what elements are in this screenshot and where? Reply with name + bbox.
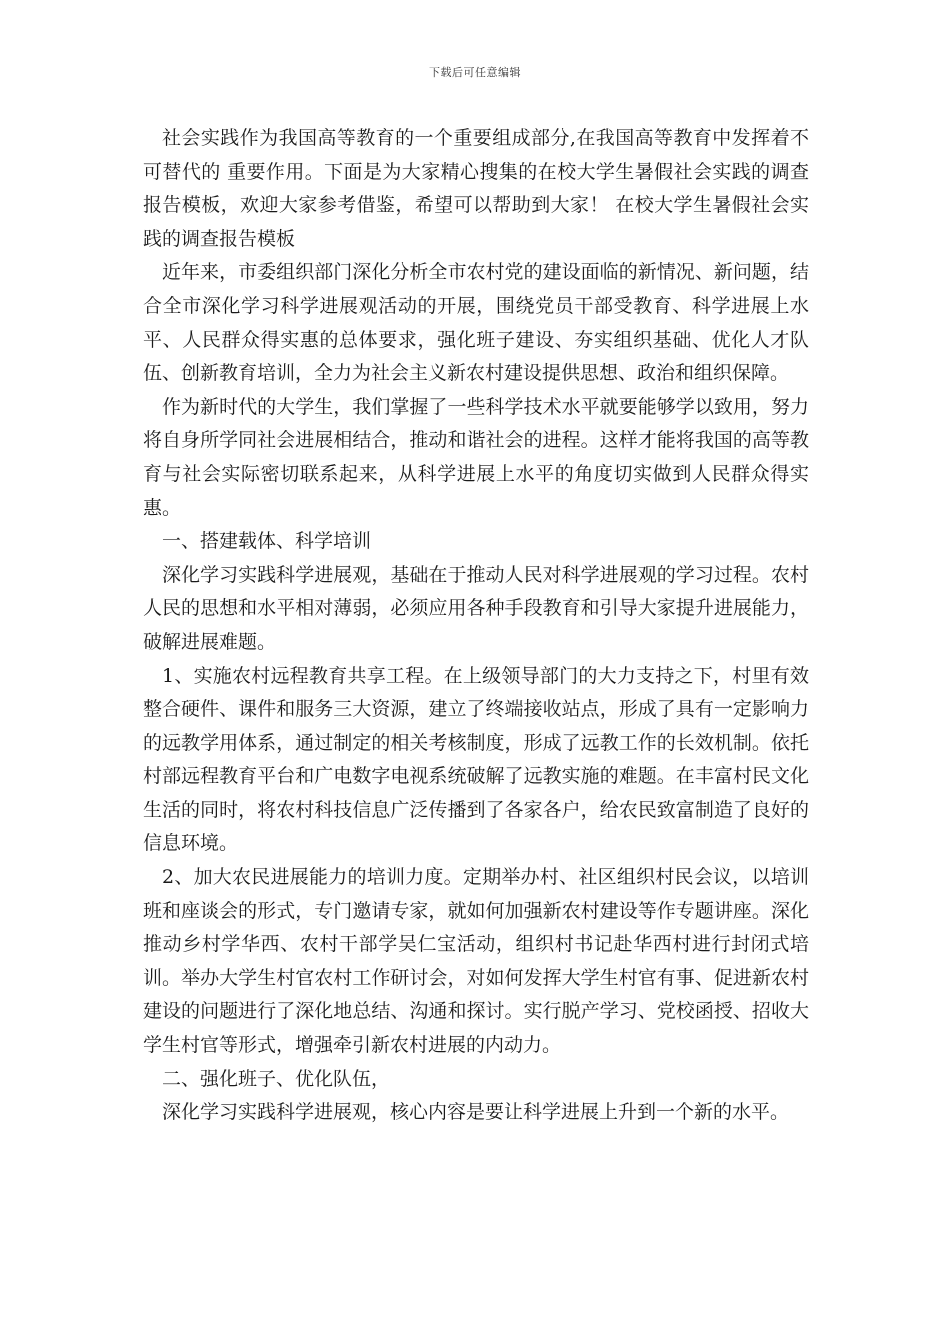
page-header: 下载后可任意编辑 [429, 66, 521, 79]
paragraph-intro: 社会实践作为我国高等教育的一个重要组成部分,在我国高等教育中发挥着不可替代的 重要作用。下面是为大家精心搜集的在校大学生暑假社会实践的调查报告模板，欢迎大家参考借鉴，希望可以帮助到大家！ 在校大学生暑假社会实践的调查报告模板 [143, 127, 809, 250]
paragraph-section-2: 深化学习实践科学进展观，核心内容是要让科学进展上升到一个新的水平。 [162, 1101, 790, 1124]
paragraph-background: 近年来，市委组织部门深化分析全市农村党的建设面临的新情况、新问题，结合全市深化学习科学进展观活动的开展，围绕党员干部受教育、科学进展上水平、人民群众得实惠的总体要求，强化班子建设、夯实组织基础、优化人才队伍、创新教育培训，全力为社会主义新农村建设提供思想、政治和组织保障。 [143, 261, 809, 385]
paragraph-item-1: 1、实施农村远程教育共享工程。在上级领导部门的大力支持之下，村里有效整合硬件、课件和服务三大资源，建立了终端接收站点，形成了具有一定影响力的远教学用体系，通过制定的相关考核制度，形成了远教工作的长效机制。依托村部远程教育平台和广电数字电视系统破解了远教实施的难题。在丰富村民文化生活的同时，将农村科技信息广泛传播到了各家各户，给农民致富制造了良好的信息环境。 [143, 664, 809, 855]
paragraph-student-role: 作为新时代的大学生，我们掌握了一些科学技术水平就要能够学以致用，努力将自身所学同社会进展相结合，推动和谐社会的进程。这样才能将我国的高等教育与社会实际密切联系起来，从科学进展上水平的角度切实做到人民群众得实惠。 [143, 395, 809, 519]
paragraph-section-1: 深化学习实践科学进展观，基础在于推动人民对科学进展观的学习过程。农村人民的思想和水平相对薄弱，必须应用各种手段教育和引导大家提升进展能力，破解进展难题。 [143, 563, 809, 653]
section-heading-2: 二、强化班子、优化队伍， [162, 1067, 391, 1090]
section-heading-1: 一、搭建载体、科学培训 [162, 530, 372, 553]
paragraph-item-2: 2、加大农民进展能力的培训力度。定期举办村、社区组织村民会议，以培训班和座谈会的形式，专门邀请专家，就如何加强新农村建设等作专题讲座。深化推动乡村学华西、农村干部学吴仁宝活动，组织村书记赴华西村进行封闭式培训。举办大学生村官农村工作研讨会，对如何发挥大学生村官有事、促进新农村建设的问题进行了深化地总结、沟通和探讨。实行脱产学习、党校函授、招收大学生村官等形式，增强牵引新农村进展的内动力。 [143, 866, 809, 1057]
document-body [143, 122, 809, 1130]
